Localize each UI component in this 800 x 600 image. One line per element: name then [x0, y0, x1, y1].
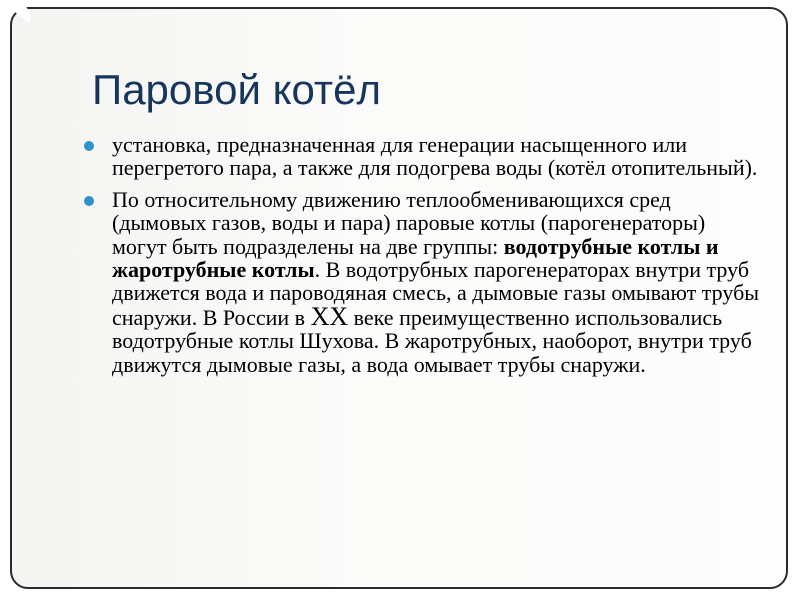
bullet-text-bold-groups: водотрубные котлы и жаротрубные котлы [112, 233, 719, 283]
slide-content [82, 133, 762, 384]
bullet-item-classification [82, 188, 762, 376]
bullet-text-end: веке преимущественно использовались водотрубные котлы Шухова. В жаротрубных, наоборот, внутри труб движутся дымовые газы, а вода омывает трубы снаружи. [112, 304, 752, 377]
bullet-text-century: XX [310, 301, 349, 331]
bullet-circle-icon [84, 196, 94, 206]
bullet-circle-icon [84, 141, 94, 151]
bullet-text: установка, предназначенная для генерации насыщенного или перегретого пара, а также для подогрева воды (котёл отопительный). [112, 132, 758, 181]
bullet-text-intro: По относительному движению теплообменивающихся сред (дымовых газов, воды и пара) паровые котлы (парогенераторы) могут быть подразделены на две группы: [112, 186, 706, 259]
slide-title: Паровой котёл [92, 66, 381, 113]
bullet-text-middle: . В водотрубных парогенераторах внутри труб движется вода и пароводяная смесь, а дымовые газы омывают трубы снаружи. В России в [112, 257, 760, 330]
bullet-item-definition [82, 133, 762, 180]
